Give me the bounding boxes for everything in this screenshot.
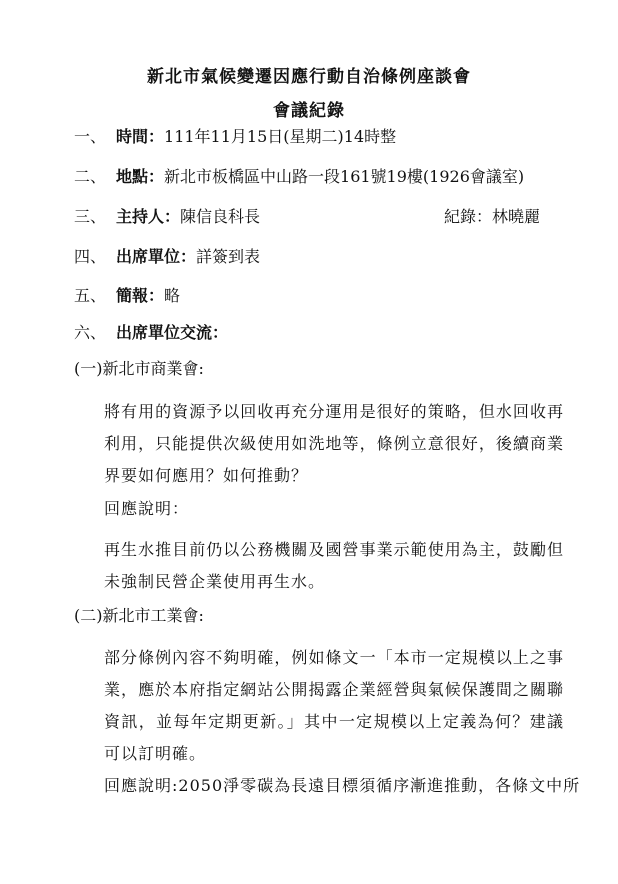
response-label-commerce: 回應說明：	[104, 499, 190, 518]
section-number: 一、	[74, 127, 107, 146]
section-exchange	[74, 322, 228, 344]
section-number: 六、	[74, 323, 107, 342]
response-label-industry: 回應說明:	[104, 776, 179, 795]
section-briefing	[74, 285, 180, 307]
section-label: 時間：	[116, 127, 165, 146]
section-attendees	[74, 246, 260, 268]
document-subtitle: 會議紀錄	[273, 101, 345, 121]
document-title: 新北市氣候變遷因應行動自治條例座談會	[147, 67, 471, 87]
section-time	[74, 126, 396, 148]
section-text: 略	[164, 286, 181, 305]
section-label: 出席單位交流：	[116, 323, 229, 342]
section-text: 新北市板橋區中山路一段161號19樓(1926會議室)	[164, 167, 525, 186]
section-text: 111年11月15日(星期二)14時整	[164, 127, 397, 146]
section-number: 三、	[74, 207, 107, 226]
exchange-question-industry: 部分條例內容不夠明確，例如條文一「本市一定規模以上之事業，應於本府指定網站公開揭露企業經營與氣候保護間之關聯資訊，並每年定期更新。」其中一定規模以上定義為何？建議可以訂明確。	[104, 648, 564, 763]
section-label: 出席單位：	[116, 247, 197, 266]
section-label: 簡報：	[116, 286, 165, 305]
section-location	[74, 166, 524, 188]
exchange-heading-commerce: (一)新北市商業會:	[74, 359, 204, 378]
section-number: 二、	[74, 167, 107, 186]
exchange-heading-industry: (二)新北市工業會:	[74, 606, 204, 625]
response-text-industry	[104, 775, 580, 797]
section-chair	[74, 206, 541, 228]
exchange-question-commerce: 將有用的資源予以回收再充分運用是很好的策略，但水回收再利用，只能提供次級使用如洗地等，條例立意很好，後續商業界要如何應用？如何推動？	[104, 402, 564, 485]
section-text: 陳信良科長	[180, 207, 261, 226]
response-text-commerce: 再生水推目前仍以公務機關及國營事業示範使用為主，鼓勵但未強制民營企業使用再生水。	[104, 540, 564, 591]
section-number: 五、	[74, 286, 107, 305]
response-content-industry: 2050淨零碳為長遠目標須循序漸進推動，各條文中所	[178, 776, 581, 795]
section-label: 地點：	[116, 167, 165, 186]
section-number: 四、	[74, 247, 107, 266]
section-text: 詳簽到表	[196, 247, 261, 266]
section-label: 主持人：	[116, 207, 181, 226]
recorder-note: 紀錄：林曉麗	[444, 207, 541, 226]
